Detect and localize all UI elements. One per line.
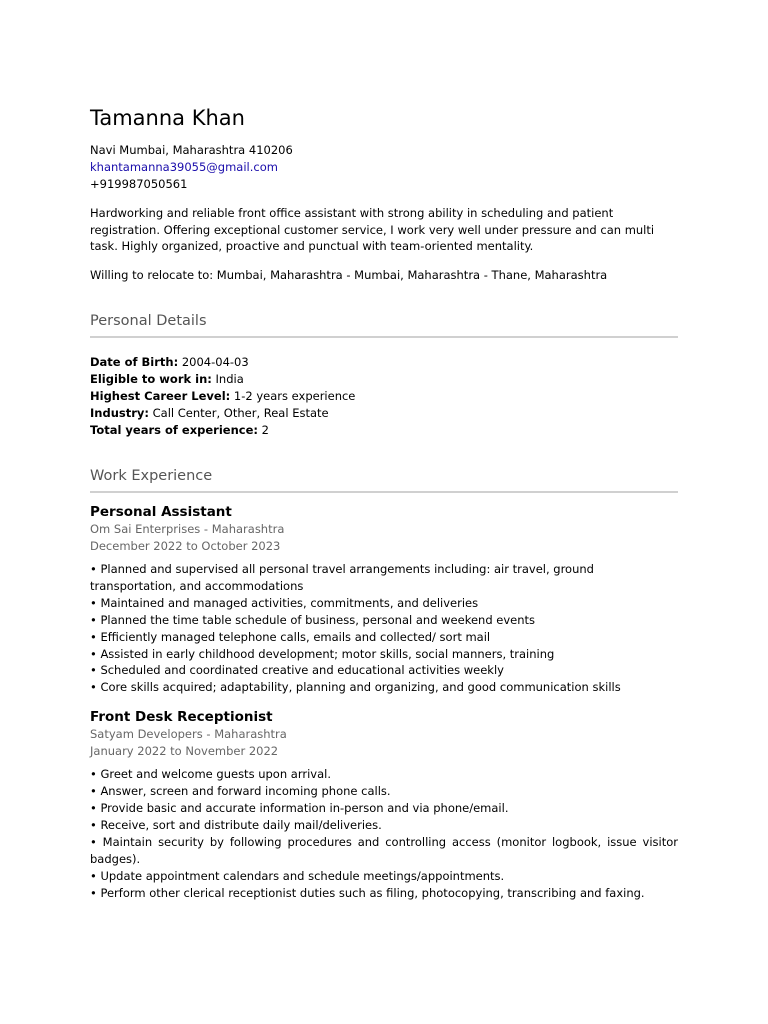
duty-item: • Provide basic and accurate information in-person and via phone/email. (90, 801, 509, 816)
summary-text: Hardworking and reliable front office assistant with strong ability in scheduling and patient registration. Offering exceptional customer service, I work very well under pressure and can multi task. Highly organized, proactive and punctual with team-oriented mentality. (90, 206, 655, 253)
duty-item: • Update appointment calendars and schedule meetings/appointments. (90, 868, 505, 883)
duty-item: • Core skills acquired; adaptability, planning and organizing, and good communication skills (90, 680, 621, 695)
email-line (90, 159, 678, 176)
detail-value: 2004-04-03 (181, 355, 249, 369)
job-entry (90, 708, 678, 901)
job-entry (90, 503, 678, 696)
job-dates: December 2022 to October 2023 (90, 539, 281, 553)
personal-details-list (90, 354, 678, 439)
personal-details-section (90, 312, 678, 439)
detail-label: Highest Career Level: (90, 389, 231, 403)
duty-item: • Planned the time table schedule of business, personal and weekend events (90, 612, 536, 627)
detail-label: Industry: (90, 406, 149, 420)
detail-row-industry (90, 405, 678, 422)
duty-item: • Receive, sort and distribute daily mail/deliveries. (90, 817, 382, 832)
job-title: Personal Assistant (90, 504, 232, 520)
company-separator: - (200, 522, 212, 536)
detail-row-career-level (90, 388, 678, 405)
company-name: Om Sai Enterprises (90, 522, 201, 536)
resume-page (90, 104, 678, 902)
detail-value: India (215, 372, 244, 386)
job-duties-list (90, 561, 678, 696)
phone-text: +919987050561 (90, 177, 188, 191)
detail-label: Eligible to work in: (90, 372, 212, 386)
detail-value: 2 (261, 423, 269, 437)
location-text: Navi Mumbai, Maharashtra 410206 (90, 143, 293, 157)
detail-value: Call Center, Other, Real Estate (152, 406, 329, 420)
duty-item: • Efficiently managed telephone calls, emails and collected/ sort mail (90, 629, 491, 644)
company-location: Maharashtra (214, 727, 287, 742)
duty-item: • Answer, screen and forward incoming phone calls. (90, 784, 391, 799)
company-separator: - (202, 727, 215, 742)
duty-item: • Maintained and managed activities, commitments, and deliveries (90, 595, 479, 610)
duty-item: • Perform other clerical receptionist duties such as filing, photocopying, transcribing and faxing. (90, 885, 645, 900)
job-company-line (90, 521, 678, 538)
detail-row-experience (90, 422, 678, 439)
duty-item: • Planned and supervised all personal travel arrangements including: air travel, ground transportation, and accommodations (90, 562, 594, 593)
detail-value: 1-2 years experience (233, 389, 356, 403)
job-company-line (90, 726, 678, 743)
personal-details-heading: Personal Details (90, 312, 678, 338)
email-link[interactable]: khantamanna39055@gmail.com (90, 160, 278, 174)
company-name: Satyam Developers (90, 727, 203, 742)
duty-item: • Assisted in early childhood development; motor skills, social manners, training (90, 646, 555, 661)
company-location: Maharashtra (211, 522, 285, 536)
duty-item: • Maintain security by following procedures and controlling access (monitor logbook, issue visitor badges). (90, 834, 678, 866)
duty-item: • Scheduled and coordinated creative and educational activities weekly (90, 663, 504, 678)
detail-row-dob (90, 354, 678, 371)
relocation-text: Willing to relocate to: Mumbai, Maharashtra - Mumbai, Maharashtra - Thane, Maharashtra (90, 267, 608, 282)
detail-row-eligible (90, 371, 678, 388)
job-dates: January 2022 to November 2022 (90, 744, 279, 759)
detail-label: Date of Birth: (90, 355, 179, 369)
job-duties-list (90, 766, 678, 901)
duty-item: • Greet and welcome guests upon arrival. (90, 767, 331, 782)
detail-label: Total years of experience: (90, 423, 258, 437)
candidate-name: Tamanna Khan (90, 106, 245, 130)
work-experience-heading: Work Experience (90, 467, 678, 493)
work-experience-section (90, 467, 678, 902)
job-title: Front Desk Receptionist (90, 709, 273, 726)
